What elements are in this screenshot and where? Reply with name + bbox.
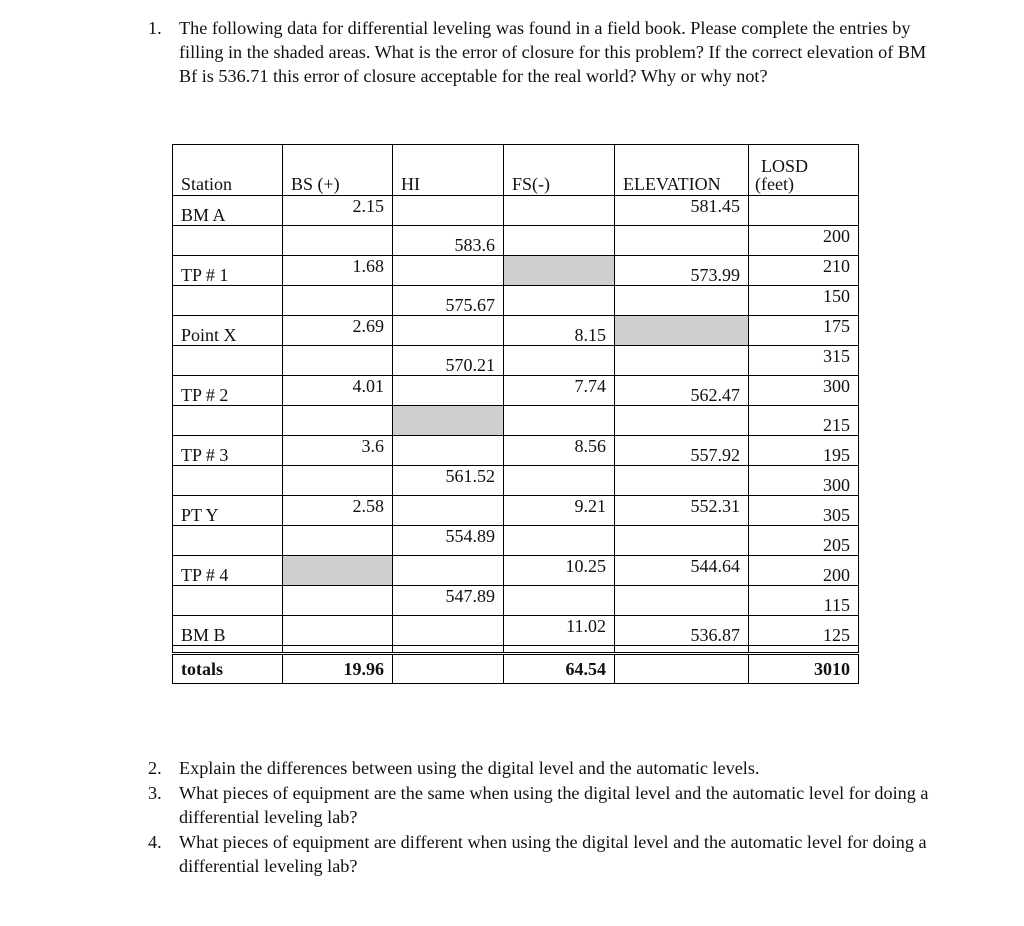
table-row: [173, 526, 859, 556]
question-4-number: 4.: [148, 832, 162, 852]
fs-cell: 8.56: [504, 436, 615, 466]
table-spacer-row: [173, 646, 859, 654]
totals-row: [173, 654, 859, 684]
hi-cell: [393, 316, 504, 346]
question-2-text: Explain the differences between using the digital level and the automatic levels.: [179, 758, 760, 778]
hi-cell: [393, 616, 504, 646]
header-bs: BS (+): [283, 145, 393, 196]
losd-cell: 115: [749, 586, 859, 616]
hi-cell: [393, 436, 504, 466]
station-cell: [173, 286, 283, 316]
header-losd-line2: (feet): [755, 174, 794, 194]
question-2: [148, 756, 938, 780]
hi-shaded-cell[interactable]: [393, 406, 504, 436]
hi-cell: 547.89: [393, 586, 504, 616]
station-cell: Point X: [173, 316, 283, 346]
hi-cell: [393, 496, 504, 526]
elevation-cell: 536.87: [615, 616, 749, 646]
hi-cell: [393, 196, 504, 226]
station-cell: BM B: [173, 616, 283, 646]
fs-cell: [504, 466, 615, 496]
elevation-cell: 573.99: [615, 256, 749, 286]
elevation-cell: 557.92: [615, 436, 749, 466]
elevation-cell: 562.47: [615, 376, 749, 406]
station-cell: [173, 586, 283, 616]
table-row: [173, 616, 859, 646]
table-row: [173, 496, 859, 526]
question-4-text: What pieces of equipment are different when using the digital level and the automatic level for doing a differential leveling lab?: [179, 832, 927, 876]
losd-cell: 200: [749, 226, 859, 256]
fs-cell: [504, 226, 615, 256]
losd-cell: 215: [749, 406, 859, 436]
bs-cell: 2.15: [283, 196, 393, 226]
question-3-number: 3.: [148, 783, 162, 803]
hi-cell: 575.67: [393, 286, 504, 316]
table-header-row: [173, 145, 859, 196]
bs-cell: [283, 526, 393, 556]
fs-cell: 7.74: [504, 376, 615, 406]
station-cell: [173, 226, 283, 256]
totals-losd: 3010: [749, 654, 859, 684]
elevation-cell: [615, 406, 749, 436]
hi-cell: 570.21: [393, 346, 504, 376]
bs-cell: [283, 586, 393, 616]
losd-cell: 150: [749, 286, 859, 316]
fs-cell: [504, 586, 615, 616]
elevation-cell: [615, 466, 749, 496]
fs-cell: [504, 526, 615, 556]
bs-shaded-cell[interactable]: [283, 556, 393, 586]
losd-cell: 315: [749, 346, 859, 376]
bs-cell: [283, 226, 393, 256]
losd-cell: 125: [749, 616, 859, 646]
losd-cell: 300: [749, 376, 859, 406]
elevation-cell: [615, 586, 749, 616]
question-2-number: 2.: [148, 758, 162, 778]
bs-cell: 2.69: [283, 316, 393, 346]
station-cell: TP # 4: [173, 556, 283, 586]
hi-cell: 561.52: [393, 466, 504, 496]
losd-cell: 175: [749, 316, 859, 346]
question-4: [148, 830, 938, 878]
station-cell: TP # 3: [173, 436, 283, 466]
table-row: [173, 226, 859, 256]
losd-cell: 195: [749, 436, 859, 466]
leveling-table: [172, 144, 859, 684]
table-row: [173, 406, 859, 436]
header-losd: [749, 145, 859, 196]
elevation-cell: [615, 526, 749, 556]
bs-cell: [283, 346, 393, 376]
fs-shaded-cell[interactable]: [504, 256, 615, 286]
station-cell: TP # 2: [173, 376, 283, 406]
losd-cell: [749, 196, 859, 226]
table-row: [173, 586, 859, 616]
fs-cell: [504, 196, 615, 226]
totals-fs: 64.54: [504, 654, 615, 684]
bs-cell: 4.01: [283, 376, 393, 406]
fs-cell: 10.25: [504, 556, 615, 586]
question-3: [148, 781, 938, 829]
header-hi: HI: [393, 145, 504, 196]
question-list: [148, 756, 938, 879]
elevation-cell: 552.31: [615, 496, 749, 526]
elevation-cell: [615, 226, 749, 256]
elevation-cell: 544.64: [615, 556, 749, 586]
station-cell: [173, 346, 283, 376]
header-elevation: ELEVATION: [615, 145, 749, 196]
header-fs: FS(-): [504, 145, 615, 196]
bs-cell: [283, 616, 393, 646]
bs-cell: [283, 466, 393, 496]
station-cell: [173, 406, 283, 436]
station-cell: [173, 466, 283, 496]
fs-cell: [504, 406, 615, 436]
losd-cell: 305: [749, 496, 859, 526]
station-cell: PT Y: [173, 496, 283, 526]
bs-cell: 3.6: [283, 436, 393, 466]
hi-cell: [393, 256, 504, 286]
losd-cell: 210: [749, 256, 859, 286]
table-row: [173, 256, 859, 286]
header-losd-line1: LOSD: [761, 156, 809, 176]
totals-hi: [393, 654, 504, 684]
question-3-text: What pieces of equipment are the same when using the digital level and the automatic level for doing a differential leveling lab?: [179, 783, 929, 827]
elevation-cell: [615, 346, 749, 376]
hi-cell: [393, 376, 504, 406]
question-1-text: The following data for differential leveling was found in a field book. Please complete the entries by filling in the shaded areas. What is the error of closure for this problem? If the correct elevation of BM Bf is 536.71 this error of closure acceptable for the real world? Why or why not?: [179, 18, 927, 86]
elevation-shaded-cell[interactable]: [615, 316, 749, 346]
table-row: [173, 466, 859, 496]
table-row: [173, 436, 859, 466]
fs-cell: [504, 286, 615, 316]
fs-cell: 11.02: [504, 616, 615, 646]
hi-cell: 554.89: [393, 526, 504, 556]
losd-cell: 205: [749, 526, 859, 556]
bs-cell: 1.68: [283, 256, 393, 286]
totals-elevation: [615, 654, 749, 684]
totals-bs: 19.96: [283, 654, 393, 684]
table-row: [173, 196, 859, 226]
station-cell: TP # 1: [173, 256, 283, 286]
elevation-cell: [615, 286, 749, 316]
table-row: [173, 286, 859, 316]
question-1-number: 1.: [148, 18, 162, 38]
hi-cell: 583.6: [393, 226, 504, 256]
bs-cell: [283, 406, 393, 436]
fs-cell: 9.21: [504, 496, 615, 526]
station-cell: BM A: [173, 196, 283, 226]
bs-cell: 2.58: [283, 496, 393, 526]
table-row: [173, 346, 859, 376]
station-cell: [173, 526, 283, 556]
totals-label: totals: [173, 654, 283, 684]
fs-cell: 8.15: [504, 316, 615, 346]
header-station: Station: [173, 145, 283, 196]
losd-cell: 200: [749, 556, 859, 586]
losd-cell: 300: [749, 466, 859, 496]
table-row: [173, 316, 859, 346]
fs-cell: [504, 346, 615, 376]
table-row: [173, 376, 859, 406]
elevation-cell: 581.45: [615, 196, 749, 226]
question-1: [148, 16, 938, 88]
table-row: [173, 556, 859, 586]
hi-cell: [393, 556, 504, 586]
bs-cell: [283, 286, 393, 316]
